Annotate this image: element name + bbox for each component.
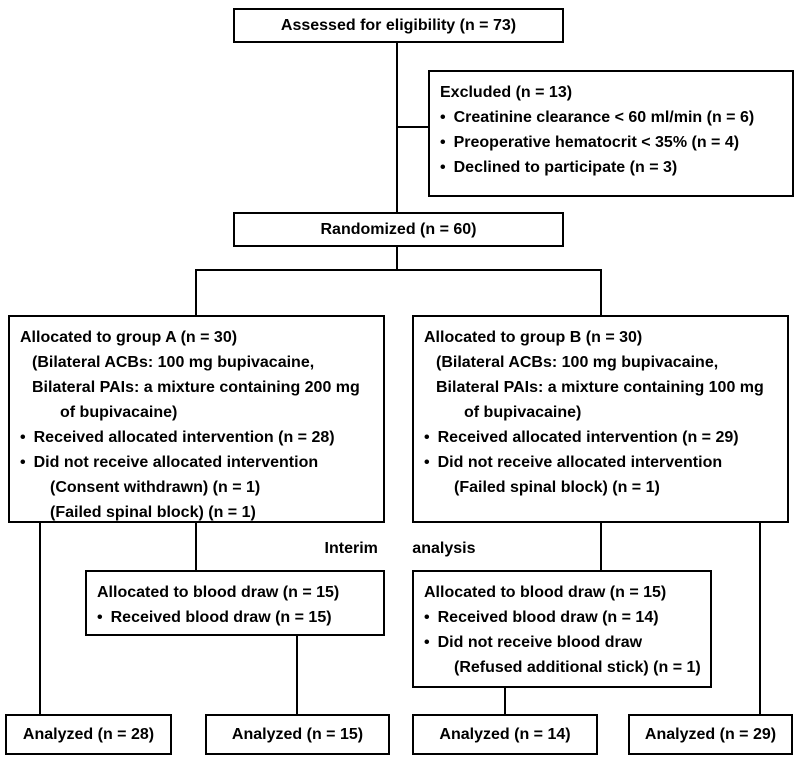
- box-analyzed-group-b: [628, 714, 793, 755]
- box-group-a: [8, 315, 385, 523]
- connector-to-excluded: [397, 126, 429, 128]
- connector-randomized-split: [195, 269, 602, 271]
- group-a-not-received: • Did not receive allocated intervention: [20, 450, 373, 475]
- group-a-reason: (Consent withdrawn) (n = 1): [50, 479, 261, 496]
- connector-randomized-stem: [396, 246, 398, 270]
- interim-analysis-label: Interim analysis: [324, 540, 476, 557]
- group-a-detail-line: Bilateral PAIs: a mixture containing 200 mg: [32, 379, 360, 396]
- box-randomized: [233, 212, 564, 247]
- analyzed-label: Analyzed (n = 14): [439, 725, 571, 743]
- group-b-reason: (Failed spinal block) (n = 1): [454, 479, 660, 496]
- connector-to-group-b: [600, 269, 602, 315]
- group-b-detail-line: (Bilateral ACBs: 100 mg bupivacaine,: [436, 354, 719, 371]
- group-b-detail-line: Bilateral PAIs: a mixture containing 100 mg: [436, 379, 764, 396]
- randomized-label: Randomized (n = 60): [320, 220, 477, 238]
- group-b-title: Allocated to group B (n = 30): [424, 329, 643, 346]
- connector-group-b-to-blood-draw: [600, 522, 602, 570]
- connector-blood-draw-b-to-analyzed-14: [504, 688, 506, 714]
- analyzed-label: Analyzed (n = 29): [644, 725, 777, 743]
- blood-draw-b-received: • Received blood draw (n = 14): [424, 605, 700, 630]
- group-b-not-received: • Did not receive allocated intervention: [424, 450, 777, 475]
- box-blood-draw-b: [412, 570, 712, 688]
- excluded-item: • Creatinine clearance < 60 ml/min (n = 6): [440, 105, 782, 130]
- blood-draw-b-title: Allocated to blood draw (n = 15): [424, 584, 667, 601]
- group-a-detail-line: (Bilateral ACBs: 100 mg bupivacaine,: [32, 354, 315, 371]
- excluded-item: • Preoperative hematocrit < 35% (n = 4): [440, 130, 782, 155]
- connector-to-group-a: [195, 269, 197, 315]
- excluded-title: Excluded (n = 13): [440, 84, 573, 101]
- blood-draw-b-reason: (Refused additional stick) (n = 1): [454, 659, 701, 676]
- blood-draw-a-title: Allocated to blood draw (n = 15): [97, 584, 340, 601]
- connector-group-a-to-analyzed-28: [39, 522, 41, 714]
- group-a-received: • Received allocated intervention (n = 28): [20, 425, 373, 450]
- connector-group-a-to-blood-draw: [195, 522, 197, 570]
- box-excluded: [428, 70, 794, 197]
- box-group-b: [412, 315, 789, 523]
- group-a-detail-line: of bupivacaine): [60, 404, 178, 421]
- group-a-title: Allocated to group A (n = 30): [20, 329, 238, 346]
- box-blood-draw-a: [85, 570, 385, 636]
- connector-blood-draw-a-to-analyzed-15: [296, 636, 298, 714]
- box-eligibility: [233, 8, 564, 43]
- analyzed-label: Analyzed (n = 28): [22, 725, 155, 743]
- blood-draw-b-not-received: • Did not receive blood draw: [424, 630, 700, 655]
- connector-group-b-to-analyzed-29: [759, 522, 761, 714]
- blood-draw-a-received: • Received blood draw (n = 15): [97, 605, 373, 630]
- group-b-received: • Received allocated intervention (n = 29): [424, 425, 777, 450]
- box-analyzed-blood-draw-a: [205, 714, 390, 755]
- group-b-detail-line: of bupivacaine): [464, 404, 582, 421]
- box-analyzed-group-a: [5, 714, 172, 755]
- excluded-item: • Declined to participate (n = 3): [440, 155, 782, 180]
- box-analyzed-blood-draw-b: [412, 714, 598, 755]
- analyzed-label: Analyzed (n = 15): [231, 725, 364, 743]
- eligibility-label: Assessed for eligibility (n = 73): [280, 16, 517, 34]
- group-a-reason: (Failed spinal block) (n = 1): [50, 504, 256, 521]
